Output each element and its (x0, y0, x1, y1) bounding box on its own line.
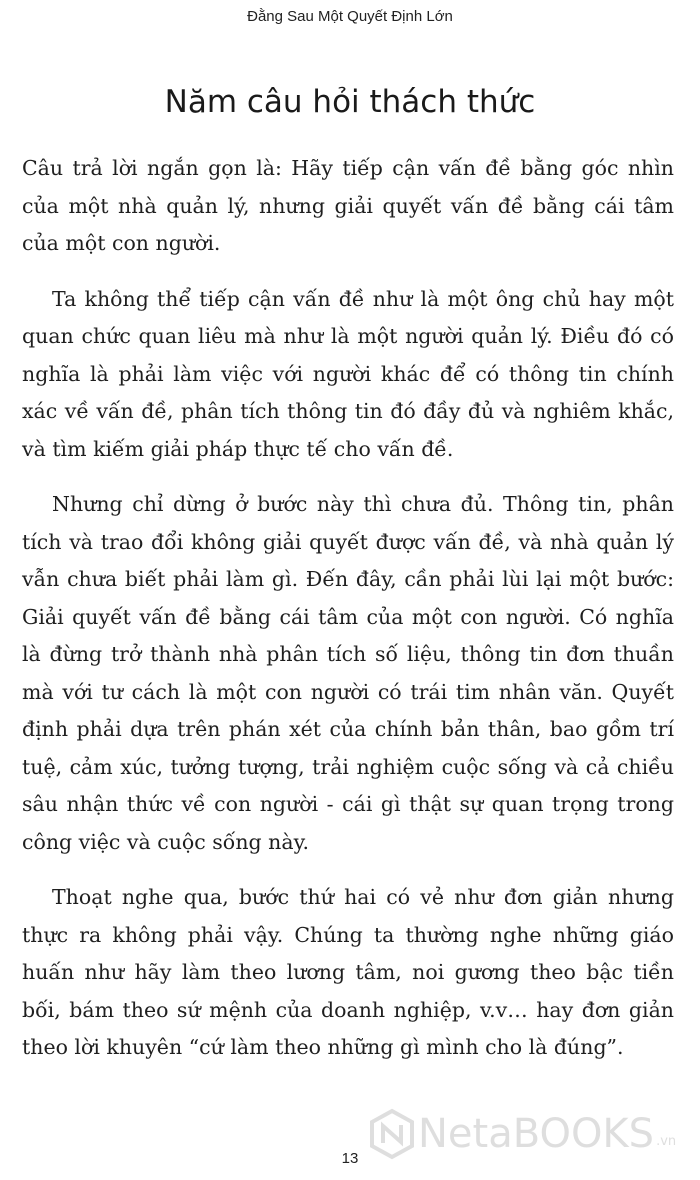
body-text (22, 150, 674, 1085)
page-number: 13 (341, 1150, 359, 1167)
watermark-suffix: .vn (656, 1133, 677, 1149)
chapter-title: Năm câu hỏi thách thức (164, 84, 536, 120)
running-header: Đằng Sau Một Quyết Định Lớn (247, 8, 453, 25)
paragraph-2: Ta không thể tiếp cận vấn đề như là một ông chủ hay một quan chức quan liêu mà như là một người quản lý. Điều đó có nghĩa là phải làm việc với người khác để có thông tin chính xác về vấn đề, phân tích thông tin đó đầy đủ và nghiêm khắc, và tìm kiếm giải pháp thực tế cho vấn đề. (22, 286, 674, 461)
paragraph-3: Nhưng chỉ dừng ở bước này thì chưa đủ. Thông tin, phân tích và trao đổi không giải quyết được vấn đề, và nhà quản lý vẫn chưa biết phải làm gì. Đến đây, cần phải lùi lại một bước: Giải quyết vấn đề bằng cái tâm của một con người. Có nghĩa là đừng trở thành nhà phân tích số liệu, thông tin đơn thuần mà với tư cách là một con người có trái tim nhân văn. Quyết định phải dựa trên phán xét của chính bản thân, bao gồm trí tuệ, cảm xúc, tưởng tượng, trải nghiệm cuộc sống và cả chiều sâu nhận thức về con người - cái gì thật sự quan trọng trong công việc và cuộc sống này. (22, 492, 674, 854)
paragraph-1: Câu trả lời ngắn gọn là: Hãy tiếp cận vấn đề bằng góc nhìn của một nhà quản lý, nhưng giải quyết vấn đề bằng cái tâm của một con người. (22, 156, 674, 255)
paragraph-4: Thoạt nghe qua, bước thứ hai có vẻ như đơn giản nhưng thực ra không phải vậy. Chúng ta thường nghe những giáo huấn như hãy làm theo lương tâm, noi gương theo bậc tiền bối, bám theo sứ mệnh của doanh nghiệp, v.v… hay đơn giản theo lời khuyên “cứ làm theo những gì mình cho là đúng”. (22, 885, 674, 1059)
watermark-brand: NetaBOOKS (418, 1111, 655, 1157)
